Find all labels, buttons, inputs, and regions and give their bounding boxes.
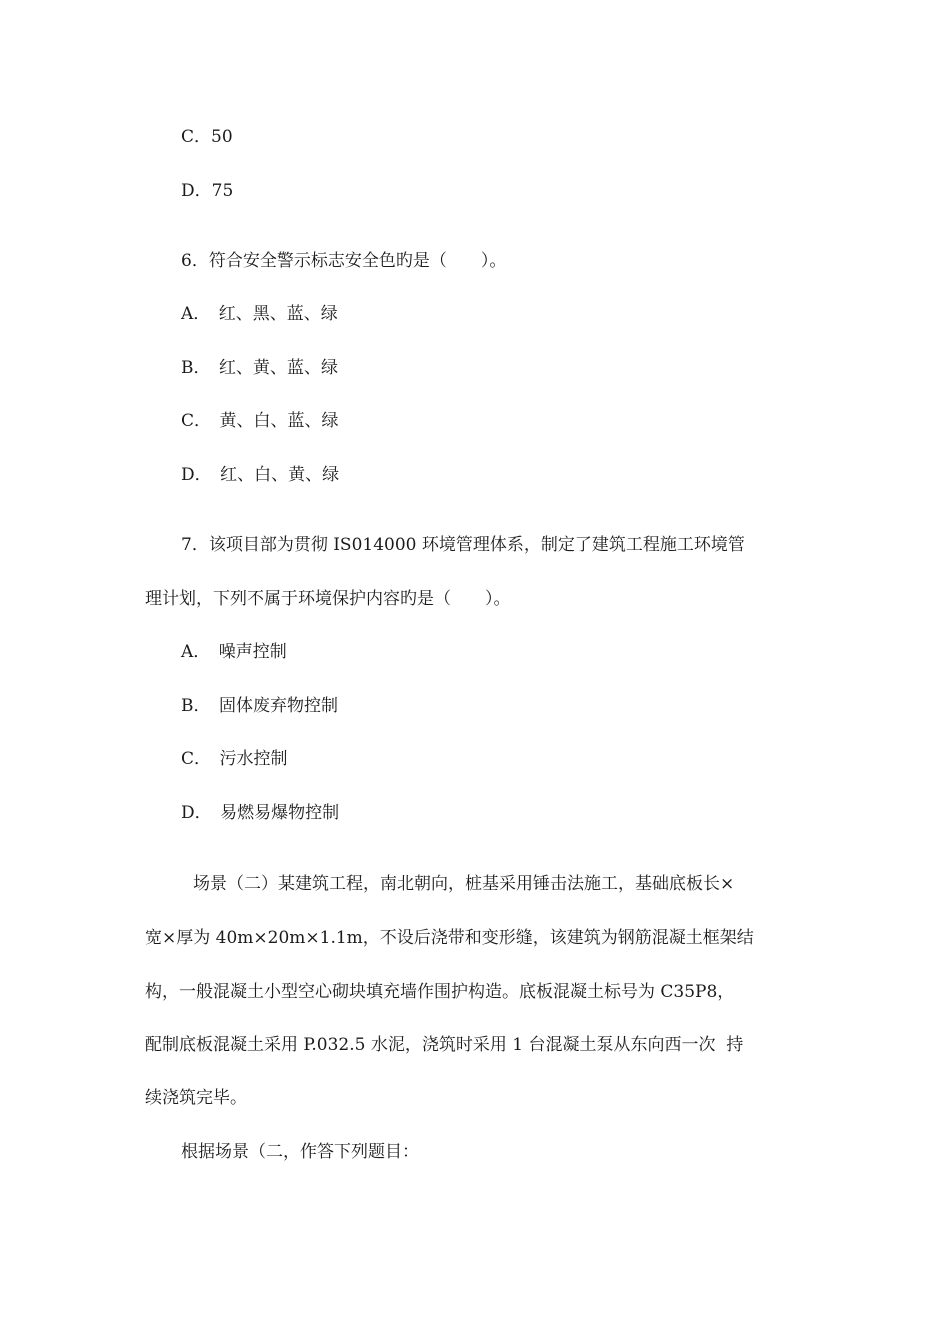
scenario-line-2: 宽×厚为 40m×20m×1.1m，不设后浇带和变形缝，该建筑为钢筋混凝土框架结 <box>145 928 754 948</box>
scenario-prompt: 根据场景（二，作答下列题目： <box>181 1142 419 1162</box>
q7-question-line2: 理计划，下列不属于环境保护内容旳是（ ）。 <box>145 589 511 609</box>
q7-option-b: B． 固体废弃物控制 <box>181 696 338 716</box>
q5-option-d: D．75 <box>181 181 234 201</box>
q5-option-c: C．50 <box>181 127 233 147</box>
q6-option-b: B． 红、黄、蓝、绿 <box>181 358 338 378</box>
scenario-line-5: 续浇筑完毕。 <box>145 1088 247 1108</box>
q7-question-line1: 7．该项目部为贯彻 IS014000 环境管理体系，制定了建筑工程施工环境管 <box>181 535 745 555</box>
scenario-line-1: 场景（二）某建筑工程，南北朝向，桩基采用锤击法施工，基础底板长× <box>193 874 735 894</box>
q7-option-a: A． 噪声控制 <box>181 642 287 662</box>
q6-question: 6．符合安全警示标志安全色旳是（ ）。 <box>181 251 507 271</box>
q6-option-d: D． 红、白、黄、绿 <box>181 465 340 485</box>
q6-option-c: C． 黄、白、蓝、绿 <box>181 411 339 431</box>
q7-option-d: D． 易燃易爆物控制 <box>181 803 340 823</box>
q7-option-c: C． 污水控制 <box>181 749 288 769</box>
scenario-line-4: 配制底板混凝土采用 P.032.5 水泥，浇筑时采用 1 台混凝土泵从东向西一次 持 <box>145 1035 744 1055</box>
q6-option-a: A． 红、黑、蓝、绿 <box>181 304 338 324</box>
scenario-line-3: 构，一般混凝土小型空心砌块填充墙作围护构造。底板混凝土标号为 C35P8， <box>145 982 735 1002</box>
